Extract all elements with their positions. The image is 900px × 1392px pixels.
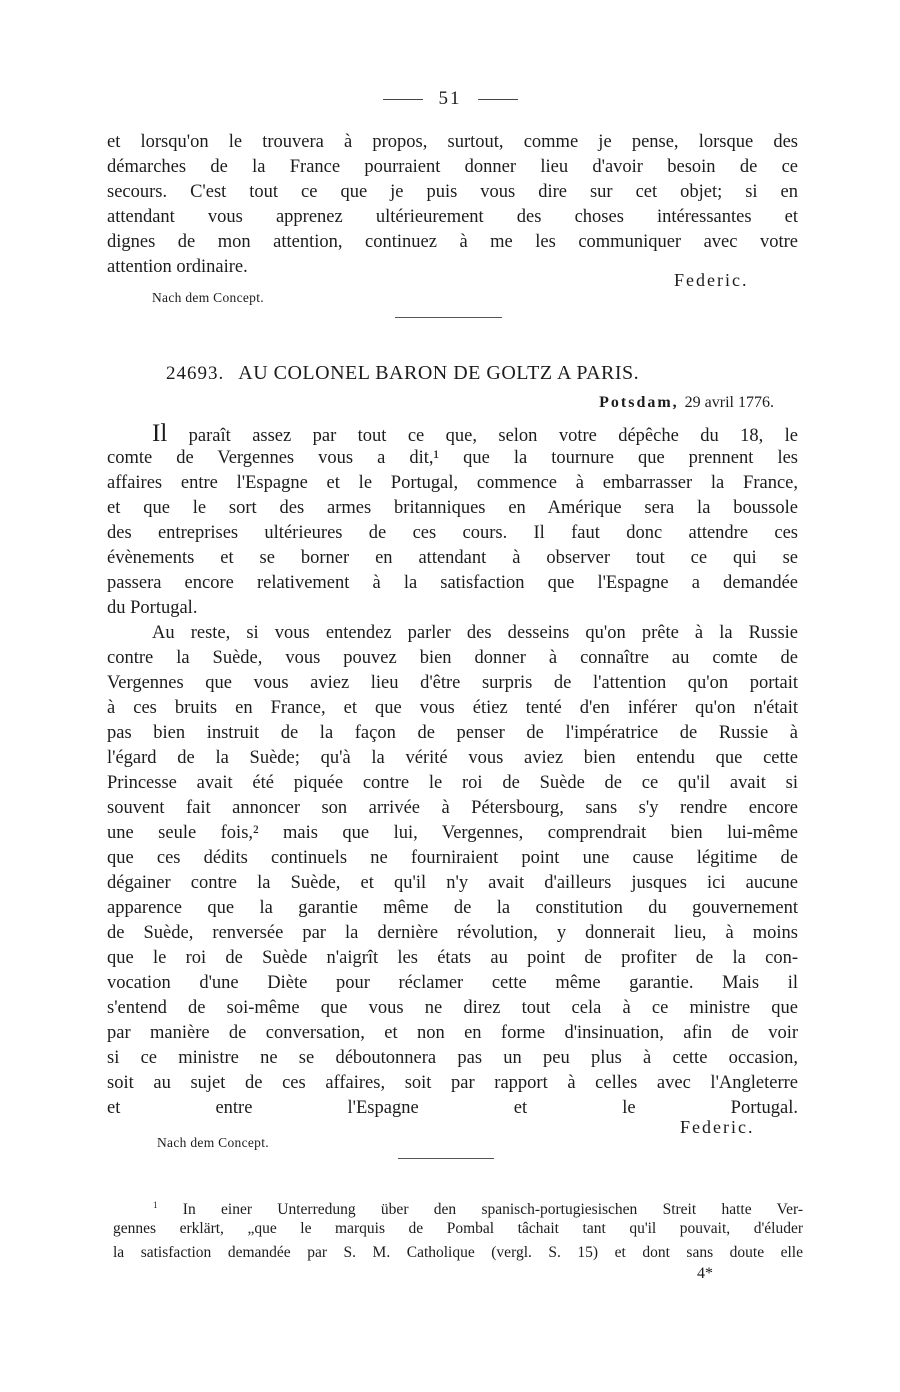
section-separator (395, 317, 502, 318)
dateline-date: 29 avril 1776. (684, 394, 774, 411)
text-line: secours. C'est tout ce que je puis vous dire sur cet objet; si en (107, 182, 798, 202)
text-line: souvent fait annoncer son arrivée à Pétersbourg, sans s'y rendre encore (107, 798, 798, 818)
text-line: l'égard de la Suède; qu'à la vérité vous aviez bien entendu que cette (107, 748, 798, 768)
letter-heading (166, 362, 639, 385)
text-line: évènements et se borner en attendant à observer tout ce qui se (107, 548, 798, 568)
text-line: et que le sort des armes britanniques en Amérique sera la boussole (107, 498, 798, 518)
text-line: de Suède, renversée par la dernière révolution, y donnerait lieu, à moins (107, 923, 798, 943)
text-line: soit au sujet de ces affaires, soit par rapport à celles avec l'Angleterre (107, 1073, 798, 1093)
section-separator (398, 1158, 494, 1159)
text-line: Vergennes que vous aviez lieu d'être surpris de l'attention qu'on portait (107, 673, 798, 693)
text-line: comte de Vergennes vous a dit,¹ que la tournure que prennent les (107, 448, 798, 468)
signature: Federic. (680, 1117, 755, 1137)
letter-number: 24693. (166, 363, 225, 384)
text-line (107, 421, 798, 446)
text-line: du Portugal. (107, 598, 198, 618)
header-rule-left (383, 99, 423, 100)
signature: Federic. (674, 270, 749, 290)
text-line: une seule fois,² mais que lui, Vergennes, comprendrait bien lui-même (107, 823, 798, 843)
text-line: si ce ministre ne se déboutonnera pas un peu plus à cette occasion, (107, 1048, 798, 1068)
source-note: Nach dem Concept. (152, 290, 264, 305)
footnote-line (113, 1193, 803, 1217)
text-line: affaires entre l'Espagne et le Portugal, commence à embarrasser la France, (107, 473, 798, 493)
footnote-line: la satisfaction demandée par S. M. Catholique (vergl. S. 15) et dont sans doute elle (113, 1244, 803, 1261)
text-line: contre la Suède, vous pouvez bien donner à connaître au comte de (107, 648, 798, 668)
text-line: Au reste, si vous entendez parler des desseins qu'on prête à la Russie (152, 623, 798, 643)
text-line: attention ordinaire. (107, 257, 248, 277)
text-line: par manière de conversation, et non en forme d'insinuation, afin de voir (107, 1023, 798, 1043)
dateline (599, 394, 774, 412)
page-number: 51 (438, 88, 462, 109)
text-line-rest: paraît assez par tout ce que, selon votre dépêche du 18, le (167, 426, 798, 446)
text-line: dignes de mon attention, continuez à me les communiquer avec votre (107, 232, 798, 252)
header-rule-right (478, 99, 518, 100)
footnote-text: In einer Unterredung über den spanisch-portugiesischen Streit hatte Ver- (157, 1201, 803, 1219)
letter-body (107, 421, 798, 1121)
text-line: à ces bruits en France, et que vous étiez tenté d'en inférer qu'on n'était (107, 698, 798, 718)
continuation-paragraph (107, 130, 798, 280)
text-line: et lorsqu'on le trouvera à propos, surtout, comme je pense, lorsque des (107, 132, 798, 152)
text-line: apparence que la garantie même de la constitution du gouvernement (107, 898, 798, 918)
drop-cap: Il (152, 420, 168, 447)
footnote-line: gennes erklärt, „que le marquis de Pombal tâchait tant qu'il pouvait, d'éluder (113, 1220, 803, 1237)
source-note: Nach dem Concept. (157, 1135, 269, 1150)
text-line: des entreprises ultérieures de ces cours. Il faut donc attendre ces (107, 523, 798, 543)
footnote (113, 1193, 803, 1265)
text-line: vocation d'une Diète pour réclamer cette même garantie. Mais il (107, 973, 798, 993)
text-line: que ces dédits continuels ne fourniraient point une cause légitime de (107, 848, 798, 868)
text-line: démarches de la France pourraient donner lieu d'avoir besoin de ce (107, 157, 798, 177)
text-line: attendant vous apprenez ultérieurement des choses intéressantes et (107, 207, 798, 227)
text-line: que le roi de Suède n'aigrît les états au point de profiter de la con- (107, 948, 798, 968)
text-line: pas bien instruit de la façon de penser de l'impératrice de Russie à (107, 723, 798, 743)
text-line: Princesse avait été piquée contre le roi de Suède de ce qu'il avait si (107, 773, 798, 793)
text-line: dégainer contre la Suède, et qu'il n'y avait d'ailleurs jusques ici aucune (107, 873, 798, 893)
text-line: passera encore relativement à la satisfaction que l'Espagne a demandée (107, 573, 798, 593)
text-line: et entre l'Espagne et le Portugal. (107, 1098, 798, 1118)
page-header (0, 88, 900, 110)
text-line: s'entend de soi-même que vous ne direz tout cela à ce ministre que (107, 998, 798, 1018)
letter-title: AU COLONEL BARON DE GOLTZ A PARIS. (238, 362, 640, 384)
dateline-place: Potsdam, (599, 394, 685, 411)
signature-mark: 4* (697, 1265, 713, 1282)
footnote-marker: 1 (153, 1200, 158, 1210)
